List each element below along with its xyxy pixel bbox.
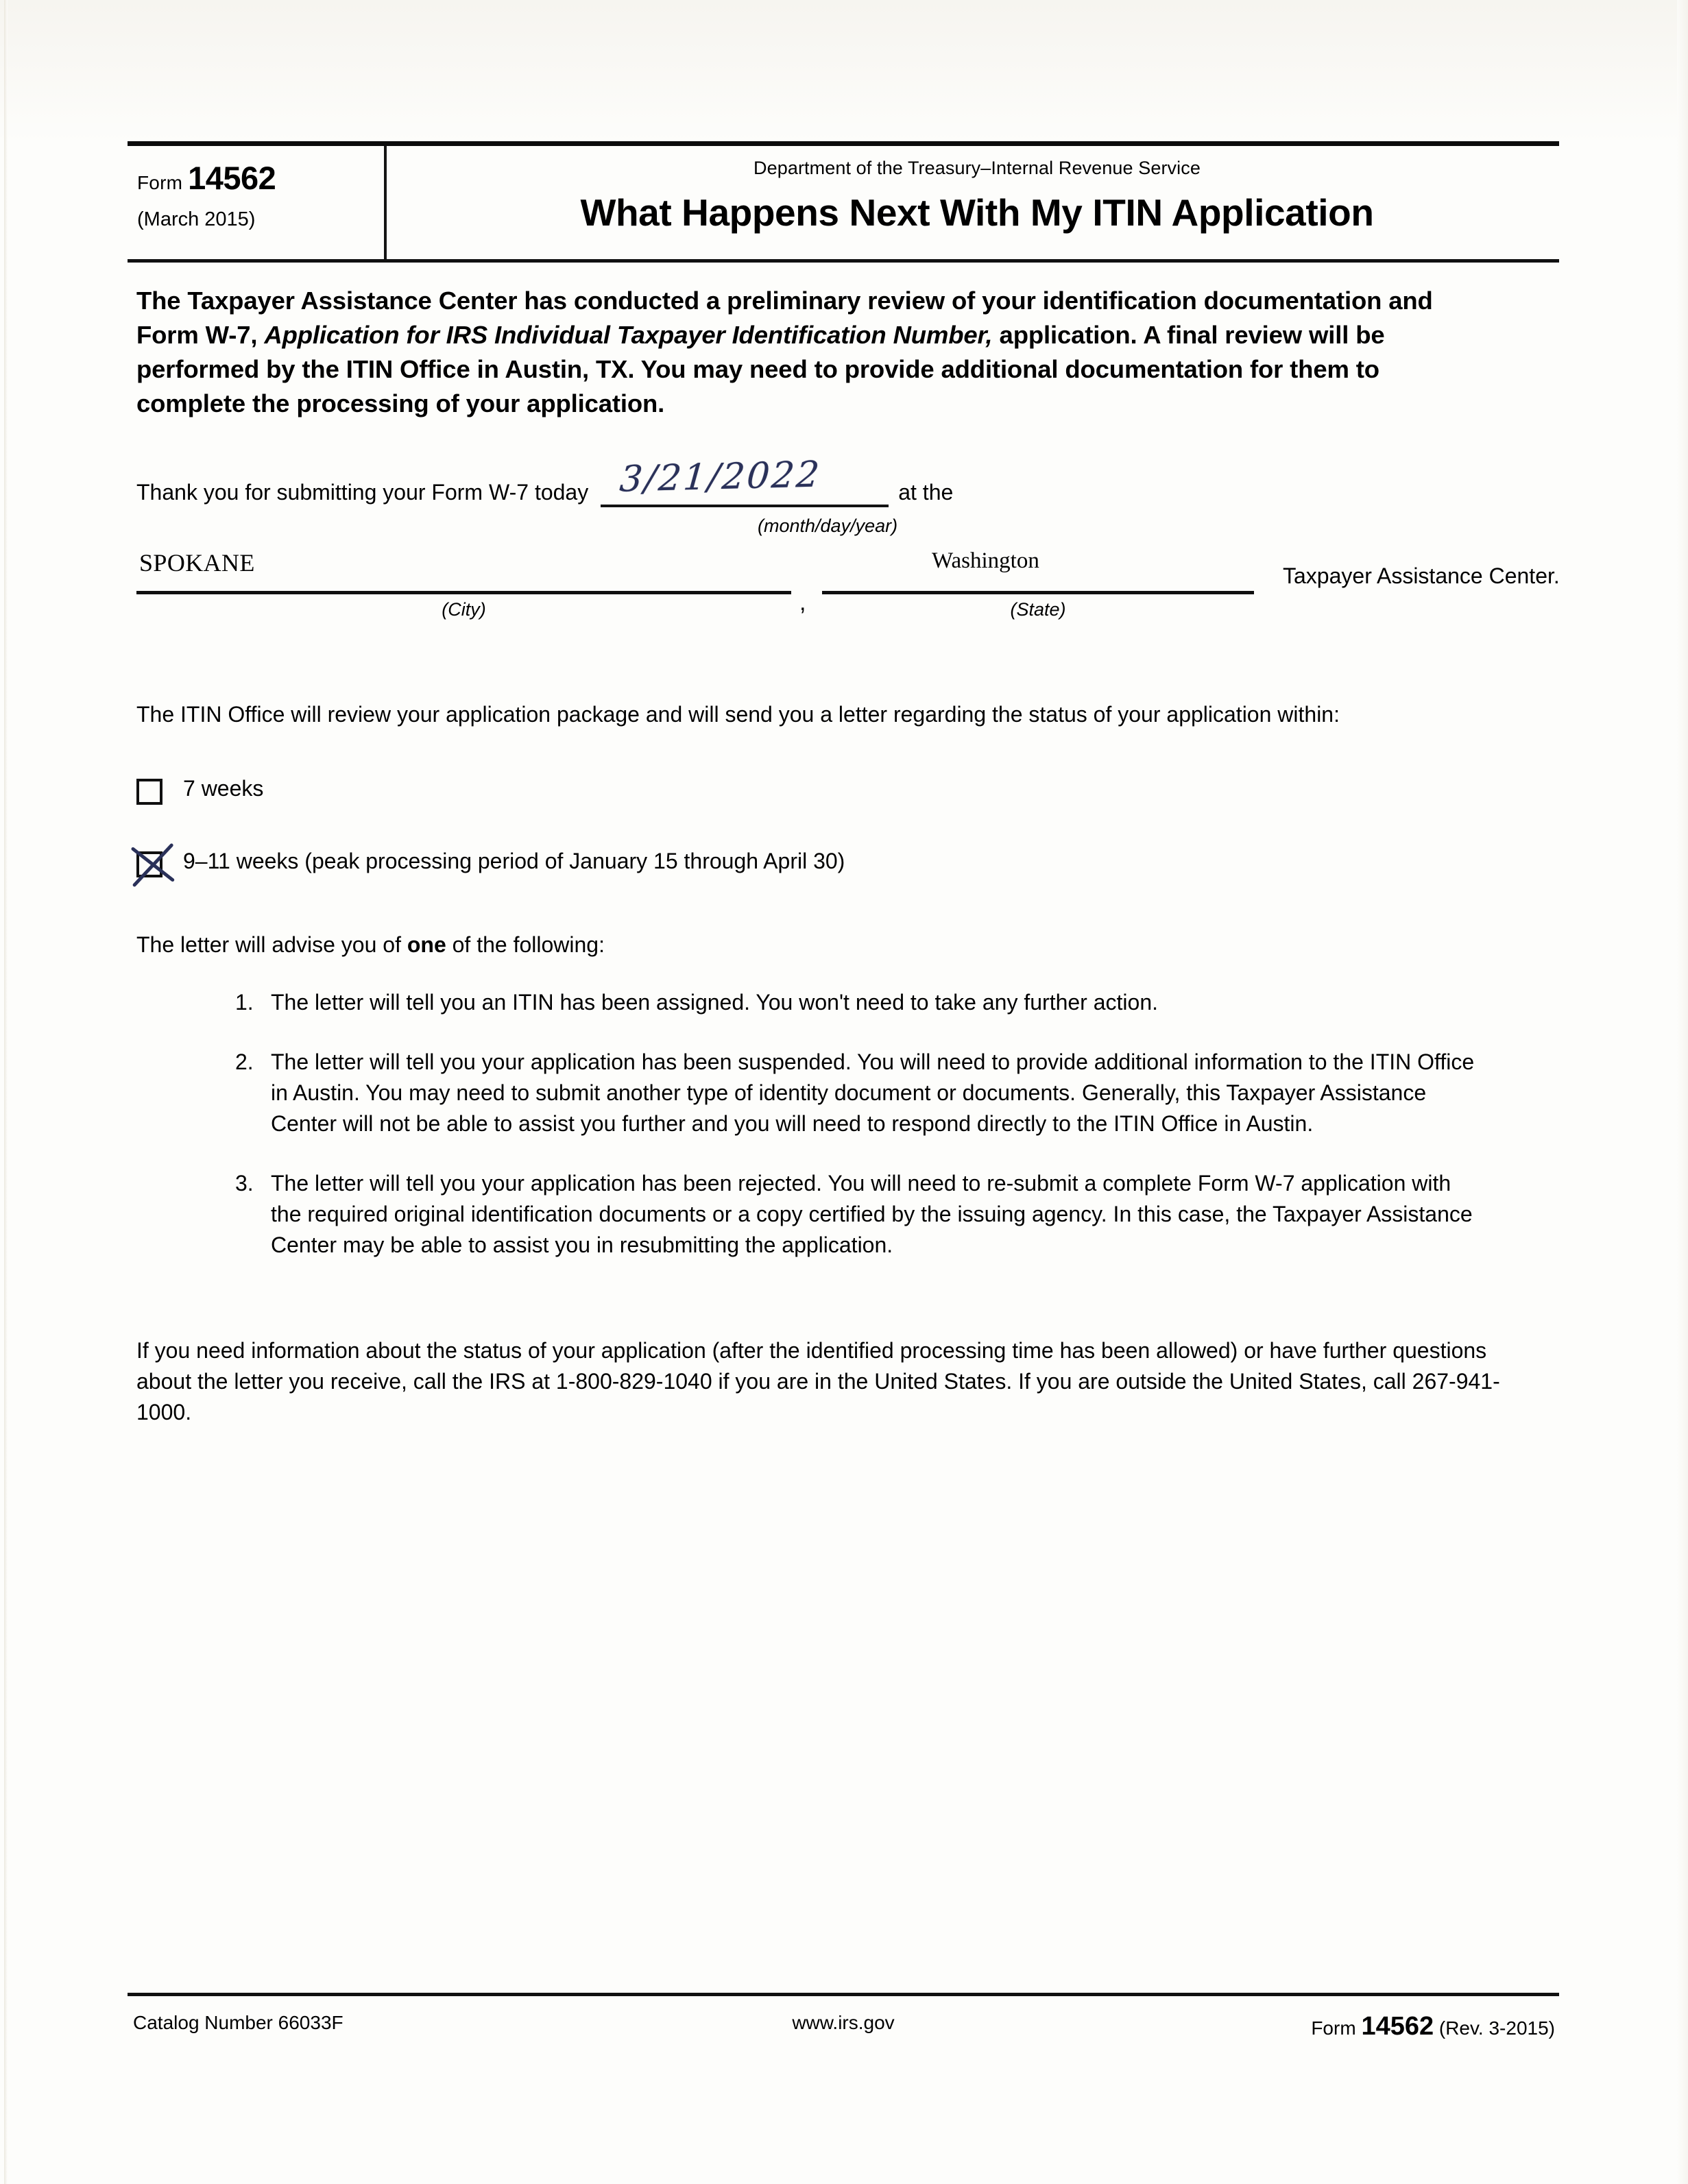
footer-form-label: Form [1311,2017,1356,2039]
date-lead-text: Thank you for submitting your Form W-7 today [136,480,589,505]
checkbox-9-11-weeks[interactable] [136,851,162,877]
review-paragraph: The ITIN Office will review your application package and will send you a letter regarding the status of your application within: [136,702,1340,727]
form-number-line [137,159,377,197]
date-field-caption: (month/day/year) [758,515,898,536]
state-caption: (State) [1010,599,1066,620]
list-item-number: 1. [235,990,254,1015]
advise-line [136,932,605,958]
footer-form-revision: (Rev. 3-2015) [1438,2017,1555,2039]
list-item-number: 2. [235,1049,254,1074]
checkbox-label-7-weeks: 7 weeks [183,776,264,801]
city-caption: (City) [442,599,486,620]
header-rule-top [128,141,1559,146]
scan-edge-right [1677,0,1688,2184]
footer [128,2012,1559,2043]
state-value: Washington [932,548,1039,573]
form-revision-date: (March 2015) [137,208,256,230]
date-underline [601,505,889,507]
intro-italic-form-name: Application for IRS Individual Taxpayer Identification Number, [264,321,993,349]
city-state-separator: , [799,590,806,616]
advise-before: The letter will advise you of [136,932,407,957]
footer-form-number: 14562 [1361,2012,1434,2041]
agency-name: Department of the Treasury–Internal Revenue Service [753,158,1201,178]
catalog-number: Catalog Number 66033F [133,2012,343,2033]
submission-date-line [136,454,1439,505]
outcomes-list [136,987,1480,1289]
header-title-block [394,158,1560,234]
header-rule-bottom [128,259,1559,263]
intro-part1: The Taxpayer Assistance Center has conducted a preliminary review of your identification documentation and Form W-7, [136,287,1433,349]
form-label: Form [137,172,183,193]
scan-tint-top [0,0,1688,144]
header-form-identity [137,159,377,231]
advise-after: of the following: [446,932,605,957]
footer-rule [128,1993,1559,1996]
list-item [136,1047,1480,1139]
scan-edge-left [4,0,8,2184]
date-trailing-text: at the [898,480,954,505]
advise-emphasis: one [407,932,446,957]
list-item-number: 3. [235,1171,254,1196]
irs-website[interactable]: www.irs.gov [792,2012,895,2033]
intro-paragraph [136,284,1480,421]
city-underline[interactable] [136,591,791,594]
state-underline[interactable] [822,591,1254,594]
list-item [136,987,1480,1018]
list-item [136,1168,1480,1261]
page-title: What Happens Next With My ITIN Application [580,191,1374,234]
taxpayer-assistance-center-suffix: Taxpayer Assistance Center. [1283,563,1560,588]
handwritten-date-value: 3/21/2022 [618,454,823,500]
list-item-text: The letter will tell you an ITIN has been assigned. You won't need to take any further action. [271,990,1158,1015]
list-item-text: The letter will tell you your application has been rejected. You will need to re-submit a complete Form W-7 application with the required original identification documents or a copy certified by the issuing agency. In this case, the Taxpayer Assistance Center may be able to assist you in resubmitting the application. [271,1171,1473,1257]
closing-paragraph: If you need information about the status of your application (after the identified processing time has been allowed) or have further questions about the letter you receive, call the IRS at 1-800-829-1040 if you are in the United States. If you are outside the United States, call 267-941-1000. [136,1338,1500,1424]
checkbox-7-weeks[interactable] [136,779,162,805]
intro-part2: application. A final review will be performed by the ITIN Office in Austin, TX. You may need to provide additional documentation for them to complete the processing of your application. [136,321,1385,417]
checkbox-label-9-11-weeks: 9–11 weeks (peak processing period of January 15 through April 30) [183,849,845,873]
footer-form-identity [1311,2012,1555,2041]
city-value: SPOKANE [139,549,255,577]
header-vertical-divider [384,146,387,260]
form-number: 14562 [188,160,276,196]
list-item-text: The letter will tell you your application has been suspended. You will need to provide additional information to the ITIN Office in Austin. You may need to submit another type of identity document or documents. Generally, this Taxpayer Assistance Center will not be able to assist you further and you will need to respond directly to the ITIN Office in Austin. [271,1049,1475,1136]
